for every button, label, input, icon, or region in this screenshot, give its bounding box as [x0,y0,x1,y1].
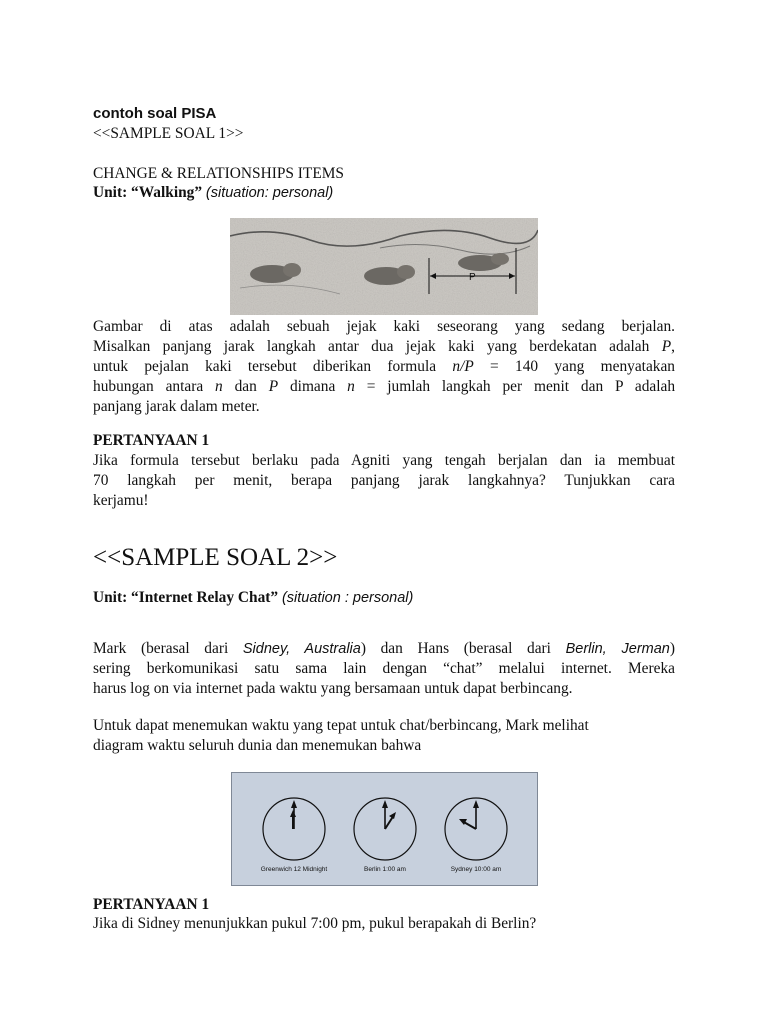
section2-question-text: Jika di Sidney menunjukkan pukul 7:00 pm, pukul berapakah di Berlin? [93,915,537,932]
section1-question-heading: PERTANYAAN 1 [93,432,210,449]
p1-line-3: harus log on via internet pada waktu yang bersamaan untuk dapat berbincang. [93,680,573,697]
section2-unit-label: Unit: “Internet Relay Chat” [93,589,279,606]
desc-line-5: panjang jarak dalam meter. [93,398,260,415]
section1-unit-label: Unit: “Walking” [93,184,203,201]
clock-caption-sydney: Sydney 10:00 am [450,866,502,873]
section2-unit-situation: (situation : personal) [281,590,414,606]
desc-line-4: hubungan antara n dan P dimana n = jumlah langkah per menit dan P adalah [93,378,676,395]
section1-unit-situation: (situation: personal) [205,185,334,201]
clock-greenwich [261,798,328,873]
p1-line-2: sering berkomunikasi satu sama lain dengan “chat” melalui internet. Mereka [93,660,675,677]
section2-paragraph-1 [93,639,675,699]
clocks-illustration [232,773,537,885]
step-length-label: P [469,272,476,283]
footprints-figure [230,218,538,315]
section2-unit [93,588,413,608]
sample1-heading: <<SAMPLE SOAL 1>> [93,125,244,142]
world-clocks-figure [231,772,538,886]
doc-title: contoh soal PISA [93,105,217,122]
section1-question-text: Jika formula tersebut berlaku pada Agniti yang tengah berjalan dan ia membuat 70 langkah per menit, berapa panjang jarak langkahnya? Tunjukkan cara kerjamu! [93,452,675,509]
desc-line-2: Misalkan panjang jarak langkah antar dua jejak kaki yang berdekatan adalah P, [93,338,675,355]
section2-question-heading: PERTANYAAN 1 [93,896,210,913]
clock-caption-berlin: Berlin 1:00 am [364,866,406,873]
section2-paragraph-2: Untuk dapat menemukan waktu yang tepat untuk chat/berbincang, Mark melihat diagram waktu seluruh dunia dan menemukan bahwa [93,717,589,754]
desc-line-1: Gambar di atas adalah sebuah jejak kaki seseorang yang sedang berjalan. [93,318,675,335]
desc-line-3: untuk pejalan kaki tersebut diberikan formula n/P = 140 yang menyatakan [93,358,675,375]
clock-caption-greenwich: Greenwich 12 Midnight [260,866,328,873]
clock-sydney [445,798,507,873]
sample2-heading: <<SAMPLE SOAL 2>> [93,544,338,571]
clock-berlin [354,798,416,873]
section1-unit [93,183,333,203]
section1-category: CHANGE & RELATIONSHIPS ITEMS [93,165,344,182]
p1-line-1: Mark (berasal dari Sidney, Australia) dan Hans (berasal dari Berlin, Jerman) [93,640,675,657]
footprints-illustration [230,218,538,315]
section1-description [93,317,675,417]
